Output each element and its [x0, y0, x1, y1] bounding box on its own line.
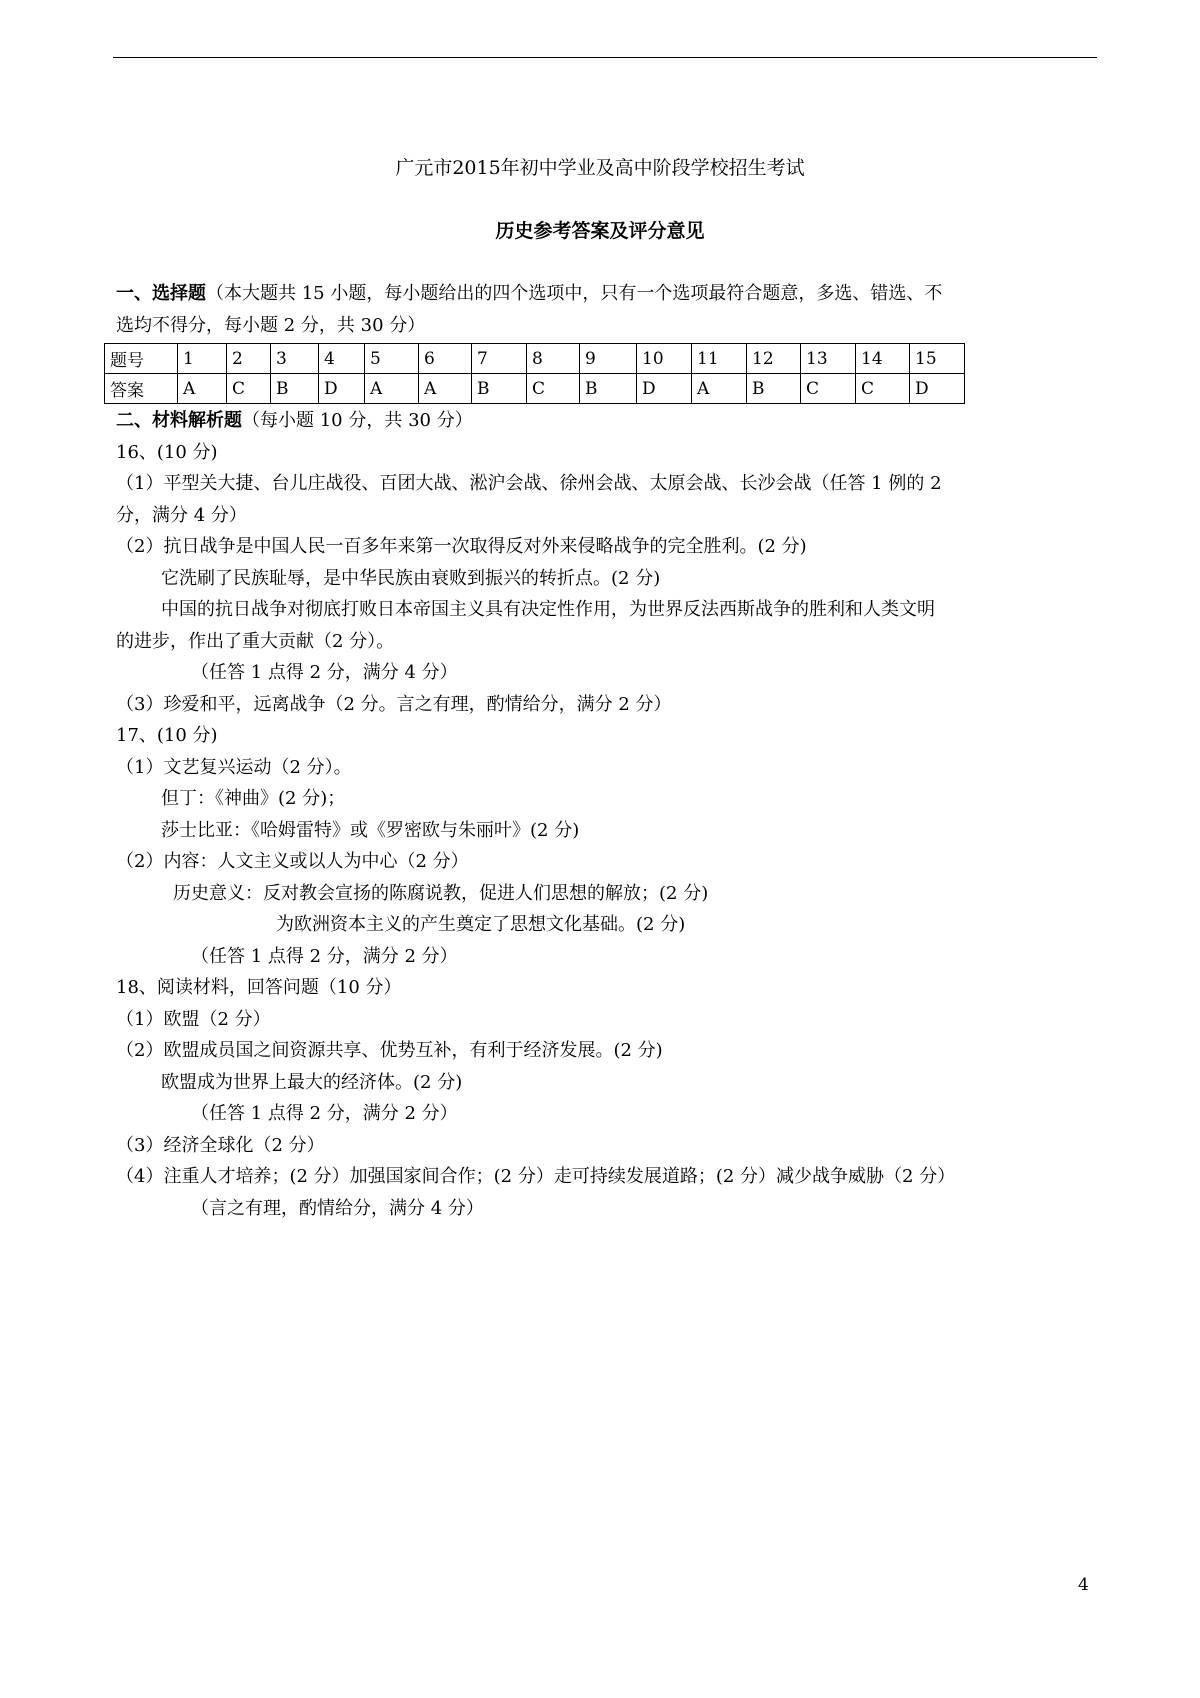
table-cell-number: 14	[856, 344, 910, 374]
q17-part1: （1）文艺复兴运动（2 分）。	[116, 756, 352, 778]
table-cell-answer: B	[271, 374, 319, 404]
table-cell-answer: C	[227, 374, 271, 404]
table-cell-number: 9	[580, 344, 637, 374]
q16-part2-point3-cont: 的进步，作出了重大贡献（2 分）。	[116, 630, 395, 652]
q16-part2: （2）抗日战争是中国人民一百多年来第一次取得反对外来侵略战争的完全胜利。(2 分)	[116, 536, 807, 557]
table-cell-number: 13	[801, 344, 856, 374]
section2-heading-line	[116, 405, 1096, 437]
table-cell-number: 2	[227, 344, 271, 374]
exam-title: 广元市2015年初中学业及高中阶段学校招生考试	[395, 157, 805, 179]
row-label-answer: 答案	[105, 374, 178, 404]
table-cell-answer: D	[910, 374, 965, 404]
table-cell-number: 4	[319, 344, 365, 374]
table-cell-answer: A	[178, 374, 227, 404]
q16-part2-point3: 中国的抗日战争对彻底打败日本帝国主义具有决定性作用，为世界反法西斯战争的胜利和人类文明	[161, 599, 935, 620]
row-label-number: 题号	[105, 344, 178, 374]
q16-part2-point2: 它洗刷了民族耻辱，是中华民族由衰败到振兴的转折点。(2 分)	[161, 567, 661, 589]
section2-description: （每小题 10 分，共 30 分）	[242, 410, 473, 431]
q17-part1-shakespeare: 莎士比亚：《哈姆雷特》或《罗密欧与朱丽叶》(2 分)	[161, 819, 580, 841]
table-cell-answer: A	[419, 374, 472, 404]
q17-part1-dante: 但丁：《神曲》(2 分)；	[161, 788, 346, 809]
q16-part1: （1）平型关大捷、台儿庄战役、百团大战、淞沪会战、徐州会战、太原会战、长沙会战（任答 1 例的 2	[116, 473, 942, 494]
q16-part3: （3）珍爱和平，远离战争（2 分。言之有理，酌情给分，满分 2 分）	[116, 693, 672, 715]
q18-title: 18、阅读材料，回答问题（10 分）	[116, 977, 402, 998]
table-cell-answer: D	[637, 374, 692, 404]
q18-part2-note: （任答 1 点得 2 分，满分 2 分）	[191, 1103, 458, 1124]
document-title: 历史参考答案及评分意见	[495, 220, 705, 242]
table-cell-answer: C	[527, 374, 580, 404]
answer-table-row-answers	[105, 374, 965, 404]
q18-part2: （2）欧盟成员国之间资源共享、优势互补，有利于经济发展。(2 分)	[116, 1040, 663, 1061]
table-cell-answer: C	[856, 374, 910, 404]
q17-part2-significance: 历史意义：反对教会宣扬的陈腐说教，促进人们思想的解放；(2 分)	[173, 882, 709, 904]
q16-part1-cont: 分，满分 4 分）	[116, 504, 247, 526]
q17-title: 17、(10 分)	[116, 725, 218, 746]
table-cell-answer: A	[692, 374, 747, 404]
q16-title: 16、(10 分)	[116, 441, 218, 463]
q18-part4-note: （言之有理，酌情给分，满分 4 分）	[191, 1197, 484, 1219]
section1-description-cont: 选均不得分，每小题 2 分，共 30 分）	[116, 314, 426, 336]
answer-table	[104, 343, 965, 404]
table-cell-number: 1	[178, 344, 227, 374]
q16-part2-note: （任答 1 点得 2 分，满分 4 分）	[191, 662, 458, 683]
table-cell-number: 7	[472, 344, 527, 374]
q18-part2-point2: 欧盟成为世界上最大的经济体。(2 分)	[161, 1071, 463, 1093]
q17-part2-significance-cont: 为欧洲资本主义的产生奠定了思想文化基础。(2 分)	[276, 914, 686, 935]
table-cell-number: 8	[527, 344, 580, 374]
section2-heading: 二、材料解析题	[116, 410, 242, 431]
section1-heading-line	[116, 278, 1096, 310]
table-cell-answer: B	[580, 374, 637, 404]
table-cell-answer: B	[472, 374, 527, 404]
table-cell-answer: D	[319, 374, 365, 404]
q18-part3: （3）经济全球化（2 分）	[116, 1134, 325, 1156]
table-cell-number: 5	[365, 344, 419, 374]
answer-table-row-numbers	[105, 344, 965, 374]
table-cell-number: 11	[692, 344, 747, 374]
table-cell-answer: A	[365, 374, 419, 404]
q18-part1: （1）欧盟（2 分）	[116, 1008, 271, 1030]
table-cell-number: 15	[910, 344, 965, 374]
table-cell-number: 12	[747, 344, 801, 374]
answer-content	[110, 278, 1096, 1224]
table-cell-answer: C	[801, 374, 856, 404]
q17-part2-note: （任答 1 点得 2 分，满分 2 分）	[191, 945, 458, 967]
table-cell-number: 6	[419, 344, 472, 374]
table-cell-number: 3	[271, 344, 319, 374]
section1-description: （本大题共 15 小题，每小题给出的四个选项中，只有一个选项最符合题意，多选、错选、不	[206, 283, 943, 304]
section1-heading: 一、选择题	[116, 283, 206, 304]
header-rule	[113, 57, 1097, 58]
table-cell-number: 10	[637, 344, 692, 374]
table-cell-answer: B	[747, 374, 801, 404]
q17-part2: （2）内容：人文主义或以人为中心（2 分）	[116, 851, 469, 872]
page-number: 4	[1078, 1575, 1089, 1595]
q18-part4: （4）注重人才培养；(2 分）加强国家间合作；(2 分）走可持续发展道路；(2 分）减少战争威胁（2 分）	[116, 1166, 956, 1187]
